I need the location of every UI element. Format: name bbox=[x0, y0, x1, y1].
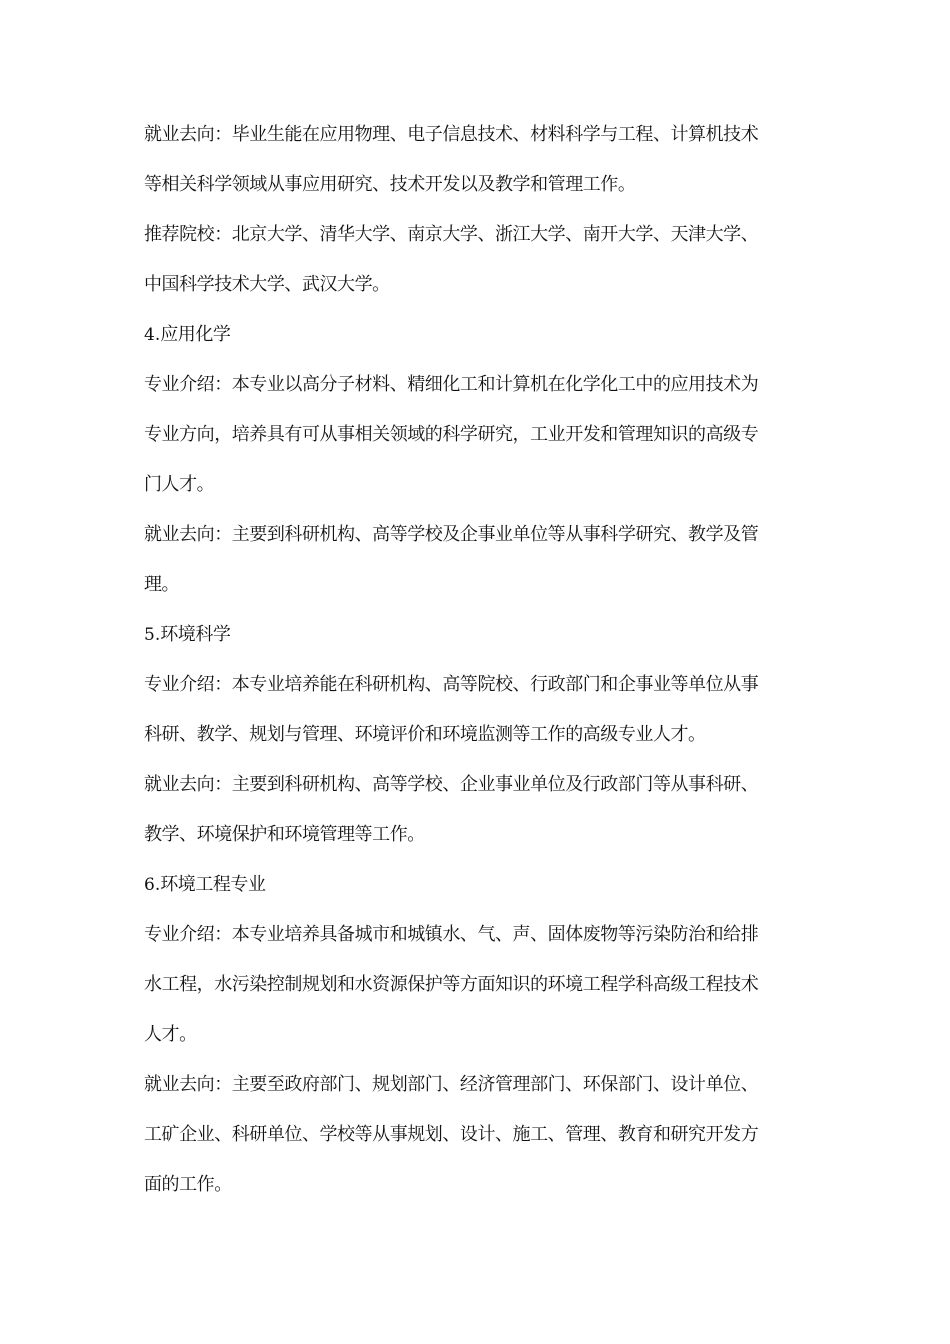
section-environmental-engineering bbox=[144, 862, 816, 1212]
paragraph-line: 推荐院校：北京大学、清华大学、南京大学、浙江大学、南开大学、天津大学、 bbox=[144, 224, 759, 245]
section-applied-chemistry bbox=[144, 312, 816, 612]
paragraph-line: 面的工作。 bbox=[144, 1174, 232, 1195]
section-title: 环境工程专业 bbox=[160, 874, 266, 895]
section-environmental-science bbox=[144, 612, 816, 862]
paragraph-line: 人才。 bbox=[144, 1024, 197, 1045]
paragraph-line: 就业去向：主要到科研机构、高等学校及企事业单位等从事科学研究、教学及管 bbox=[144, 524, 759, 545]
section-applied-physics-continued bbox=[144, 112, 816, 312]
paragraph-line: 教学、环境保护和环境管理等工作。 bbox=[144, 824, 425, 845]
section-heading bbox=[144, 312, 816, 362]
paragraph-line: 专业介绍：本专业以高分子材料、精细化工和计算机在化学化工中的应用技术为 bbox=[144, 374, 759, 395]
paragraph-line: 就业去向：毕业生能在应用物理、电子信息技术、材料科学与工程、计算机技术 bbox=[144, 124, 759, 145]
paragraph-line: 理。 bbox=[144, 574, 180, 595]
paragraph-line: 中国科学技术大学、武汉大学。 bbox=[144, 274, 390, 295]
paragraph-line: 就业去向：主要至政府部门、规划部门、经济管理部门、环保部门、设计单位、 bbox=[144, 1074, 759, 1095]
paragraph-line: 等相关科学领域从事应用研究、技术开发以及教学和管理工作。 bbox=[144, 174, 636, 195]
section-heading bbox=[144, 862, 816, 912]
paragraph-line: 专业介绍：本专业培养能在科研机构、高等院校、行政部门和企事业等单位从事 bbox=[144, 674, 759, 695]
paragraph-line: 工矿企业、科研单位、学校等从事规划、设计、施工、管理、教育和研究开发方 bbox=[144, 1124, 759, 1145]
section-number: 6. bbox=[144, 875, 161, 895]
section-title: 应用化学 bbox=[160, 324, 231, 345]
section-heading bbox=[144, 612, 816, 662]
section-number: 4. bbox=[144, 325, 161, 345]
paragraph-line: 水工程，水污染控制规划和水资源保护等方面知识的环境工程学科高级工程技术 bbox=[144, 974, 759, 995]
paragraph-line: 专业方向，培养具有可从事相关领域的科学研究，工业开发和管理知识的高级专 bbox=[144, 424, 759, 445]
paragraph-line: 门人才。 bbox=[144, 474, 215, 495]
paragraph-line: 就业去向：主要到科研机构、高等学校、企业事业单位及行政部门等从事科研、 bbox=[144, 774, 759, 795]
section-number: 5. bbox=[144, 625, 161, 645]
section-title: 环境科学 bbox=[160, 624, 231, 645]
paragraph-line: 专业介绍：本专业培养具备城市和城镇水、气、声、固体废物等污染防治和给排 bbox=[144, 924, 759, 945]
paragraph-line: 科研、教学、规划与管理、环境评价和环境监测等工作的高级专业人才。 bbox=[144, 724, 706, 745]
document-body bbox=[144, 112, 816, 1212]
